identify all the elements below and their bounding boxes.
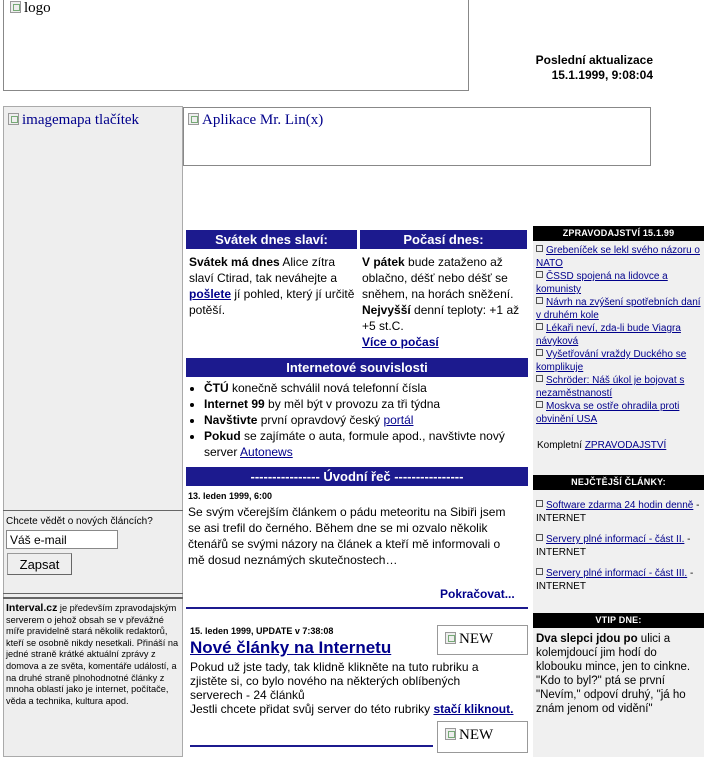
list-item: Servery plné informací - část II. - INTERNET xyxy=(536,534,691,558)
update-label: Poslední aktualizace xyxy=(535,53,653,67)
list-item: • Navštivte první opravdový český portál xyxy=(204,412,530,428)
broken-image-icon xyxy=(445,728,456,740)
zpravodajstvi-list xyxy=(536,244,704,426)
submit-button[interactable]: Zapsat xyxy=(7,553,72,575)
list-item: Vyšetřování vraždy Duckého se komplikuje xyxy=(536,349,687,373)
list-item: Lékaři neví, zda-li bude Viagra návyková xyxy=(536,323,681,347)
broken-image-icon xyxy=(10,1,21,13)
continue-link[interactable]: Pokračovat... xyxy=(440,587,515,601)
souvislosti-header: Internetové souvislosti xyxy=(186,358,528,377)
banner-alt: Aplikace Mr. Lin(x) xyxy=(202,112,324,128)
pocasi-text: V pátek bude zataženo až oblačno, déšť nebo déšť se sněhem, na horách sněžení. Nejvyšší denní teploty: +1 až +5 st.C. Více o počasí xyxy=(362,255,520,349)
pocasi-header: Počasí dnes: xyxy=(360,230,527,249)
bullet-icon xyxy=(536,500,543,507)
uvodni-header: ---------------- Úvodní řeč ---------------- xyxy=(186,467,528,486)
list-item: Moskva se ostře ohradila proti obvinění USA xyxy=(536,401,680,425)
complete-news-link[interactable]: ZPRAVODAJSTVÍ xyxy=(584,440,667,451)
list-item: Grebeníček se lekl svého názoru o NATO xyxy=(536,245,700,269)
list-item: Schröder: Náš úkol je bojovat s nezaměstnaností xyxy=(536,375,685,399)
broken-image-icon xyxy=(8,113,19,125)
new-badge: NEW xyxy=(437,721,528,753)
list-item: ČSSD spojená na lidovce a komunisty xyxy=(536,271,668,295)
bullet-icon xyxy=(536,401,543,408)
newsletter-form xyxy=(3,510,183,594)
newsletter-question: Chcete vědět o nových článcích? xyxy=(6,516,153,527)
broken-image-icon xyxy=(445,632,456,644)
list-item: Software zdarma 24 hodin denně - INTERNET xyxy=(536,500,700,524)
weather-link[interactable]: Více o počasí xyxy=(362,335,439,349)
list-item: • ČTÚ konečně schválil nová telefonní čísla xyxy=(204,380,530,396)
bullet-icon xyxy=(536,375,543,382)
list-item: Návrh na zvýšení spotřebních daní v druhém kole xyxy=(536,297,701,321)
autonews-link[interactable]: Autonews xyxy=(240,445,293,459)
bullet-icon xyxy=(536,349,543,356)
list-item: • Pokud se zajímáte o auta, formule apod., navštivte nový server Autonews xyxy=(204,428,530,460)
imagemap-alt: imagemapa tlačítek xyxy=(22,112,140,128)
vtip-text: Dva slepci jdou po ulici a kolemjdoucí jim hodí do klobouku mince, jen to cinkne. "Kdo to byl?" ptá se první "Nevím," odpoví druhý, "já ho znám jenom od vidění" xyxy=(536,633,691,715)
nejctejsi-list xyxy=(536,499,706,593)
nejctejsi-header: NEJČTĚJŠÍ ČLÁNKY: xyxy=(533,475,704,490)
bullet-icon xyxy=(536,245,543,252)
divider xyxy=(190,745,433,747)
about-box xyxy=(3,597,183,757)
bullet-icon xyxy=(536,534,543,541)
bullet-icon xyxy=(536,568,543,575)
email-input[interactable] xyxy=(6,530,118,549)
logo[interactable] xyxy=(10,0,51,17)
bullet-icon xyxy=(536,271,543,278)
last-update xyxy=(470,53,653,83)
svatek-text: Svátek má dnes Alice zítra slaví Ctirad, tak neváhejte a pošlete jí pohled, který jí určitě potěší. xyxy=(189,255,355,317)
update-time: 15.1.1999, 9:08:04 xyxy=(551,68,653,82)
logo-box xyxy=(3,0,469,91)
bullet-icon xyxy=(536,323,543,330)
logo-alt: logo xyxy=(24,0,51,16)
svatek-header: Svátek dnes slaví: xyxy=(186,230,357,249)
complete-news: Kompletní ZPRAVODAJSTVÍ xyxy=(537,440,667,451)
uvodni-date: 13. leden 1999, 6:00 xyxy=(188,491,273,501)
uvodni-text: Se svým včerejším článkem o pádu meteoritu na Sibiři jsem se asi trefil do černého. Během dne se mi ozvalo několik čtenářů se svými názory na článek a kteří mě informovali o mě dosud neznámých skutečnostech… xyxy=(188,505,506,567)
about-text: Interval.cz je především zpravodajským serverem o jehož obsah se v převážné míře pravidelně stará několik redaktorů, kteří se osobně nikdy nesetkali. Přináší na jedné straně krátké aktuální zprávy z domova a ze světa, komentáře událostí, a na druhé straně plnohodnotné články z mnoha oblastí jako je internet, počítače, věda a technika, kultura apod. xyxy=(6,602,179,706)
about-brand: Interval.cz xyxy=(6,602,58,614)
article-title[interactable]: Nové články na Internetu xyxy=(190,638,392,657)
article-date: 15. leden 1999, UPDATE v 7:38:08 xyxy=(190,626,334,636)
imagemap-buttons[interactable] xyxy=(8,112,139,129)
zpravodajstvi-header: ZPRAVODAJSTVÍ 15.1.99 xyxy=(533,226,704,241)
divider xyxy=(186,607,528,609)
add-server-link[interactable]: stačí kliknout. xyxy=(433,702,514,716)
list-item: • Internet 99 by měl být v provozu za tři týdna xyxy=(204,396,530,412)
article-text: Pokud už jste tady, tak klidně klikněte na tuto rubriku a zjistěte si, co bylo nového na některých oblíbených serverech - 24 článků Jestli chcete přidat svůj server do této rubriky stačí kliknout. xyxy=(190,660,514,716)
souvislosti-list xyxy=(188,380,530,460)
portal-link[interactable]: portál xyxy=(383,413,414,427)
bullet-icon xyxy=(536,297,543,304)
banner-box[interactable] xyxy=(183,107,651,166)
new-badge: NEW xyxy=(437,625,528,655)
send-card-link[interactable]: pošlete xyxy=(189,287,232,301)
list-item: Servery plné informací - část III. - INTERNET xyxy=(536,568,694,592)
broken-image-icon xyxy=(188,113,199,125)
vtip-header: VTIP DNE: xyxy=(533,613,704,628)
